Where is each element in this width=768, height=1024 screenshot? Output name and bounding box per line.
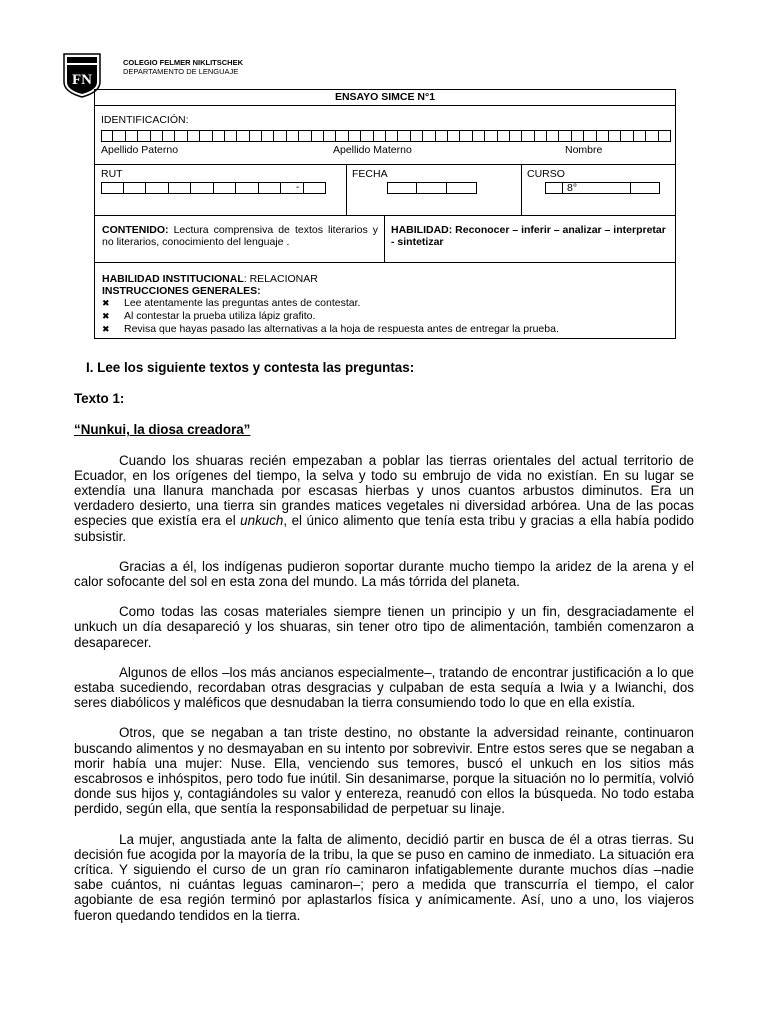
char-box[interactable]	[146, 182, 169, 194]
fecha-label: FECHA	[352, 168, 388, 180]
cross-bullet-icon: ✖	[102, 298, 110, 308]
char-box[interactable]	[436, 130, 448, 142]
instruction-item: ✖ Lee atentamente las preguntas antes de contestar.	[102, 297, 361, 309]
char-box[interactable]	[597, 130, 609, 142]
instructions-block	[102, 273, 559, 336]
char-box[interactable]	[572, 130, 584, 142]
char-box[interactable]	[304, 182, 327, 194]
char-box[interactable]	[213, 130, 225, 142]
char-box[interactable]	[398, 130, 410, 142]
fecha-boxes[interactable]	[387, 182, 477, 194]
char-box[interactable]	[188, 130, 200, 142]
char-box[interactable]	[374, 130, 386, 142]
rut-dash: -	[296, 182, 300, 193]
habilidad-text: HABILIDAD: Reconocer – inferir – analizar – interpretar - sintetizar	[391, 224, 666, 248]
char-box[interactable]	[225, 130, 237, 142]
apellido-materno-label: Apellido Materno	[333, 144, 412, 156]
curso-label: CURSO	[527, 168, 565, 180]
char-box[interactable]	[473, 130, 485, 142]
paragraph-4: Algunos de ellos –los más ancianos especialmente–, tratando de encontrar justificación a lo que estaba sucediendo, recordaban otras desgracias y culpaban de esta sequía a Iwia y a Iwianchi, dos seres diabólicos y maléficos que desnudaban la tierra consumiendo todo lo que en ella existía.	[74, 664, 694, 711]
char-box[interactable]	[237, 130, 249, 142]
char-box[interactable]	[386, 130, 398, 142]
char-box[interactable]	[101, 130, 113, 142]
story-title: “Nunkui, la diosa creadora”	[74, 422, 251, 438]
curso-value: 8°	[567, 182, 578, 194]
exam-title: ENSAYO SIMCE N°1	[95, 90, 675, 106]
paragraph-5: Otros, que se negaban a tan triste destino, no obstante la adversidad reinante, continuaron buscando alimentos y no desmayaban en su intento por sobrevivir. Entre estos seres que se negaban a morir había una mujer: Nuse. Ella, venciendo sus temores, buscó el unkuch en los sitios más escabrosos e inhóspitos, pero todo fue inútil. Sin desanimarse, porque la situación no lo permitía, volvió donde sus hijos y, contagiándoles su valor y entereza, reanudó con ellos la búsqueda. No todo estaba perdido, según ella, que sentía la responsabilidad de perpetuar su linaje.	[74, 725, 694, 817]
char-box[interactable]	[113, 130, 125, 142]
instrucciones-label: INSTRUCCIONES GENERALES:	[102, 285, 261, 297]
char-box[interactable]	[634, 130, 646, 142]
school-header	[123, 58, 243, 76]
name-char-boxes[interactable]	[101, 130, 671, 142]
char-box[interactable]	[646, 130, 658, 142]
char-box[interactable]	[312, 130, 324, 142]
char-box[interactable]	[163, 130, 175, 142]
paragraph-3: Como todas las cosas materiales siempre tienen un principio y un fin, desgraciadamente el unkuch un día desapareció y los shuaras, sin tener otro tipo de alimentación, también comenzaron a desaparecer.	[74, 604, 694, 650]
char-box[interactable]	[200, 130, 212, 142]
char-box[interactable]	[281, 182, 304, 194]
paragraph-6: La mujer, angustiada ante la falta de alimento, decidió partir en busca de él a otras tierras. Su decisión fue acogida por la mayoría de la tribu, la que se puso en camino de inmediato. La situación era crítica. Y siguiendo el curso de un gran río caminaron infatigablemente durante muchos días –nadie sabe cuántos, ni cuántas leguas caminaron–; pero a medida que transcurría el tiempo, el calor agobiante de esa región terminó por aplastarlos física y anímicamente. Así, uno a uno, los viajeros fueron quedando tendidos en la tierra.	[74, 831, 694, 923]
char-box[interactable]	[151, 130, 163, 142]
texto-label: Texto 1:	[74, 391, 125, 407]
char-box[interactable]	[236, 182, 259, 194]
curso-boxes[interactable]	[545, 182, 660, 194]
cross-bullet-icon: ✖	[102, 311, 110, 321]
char-box[interactable]	[349, 130, 361, 142]
char-box[interactable]	[522, 130, 534, 142]
nombre-label: Nombre	[565, 144, 603, 156]
char-box[interactable]	[423, 130, 435, 142]
char-box[interactable]	[498, 130, 510, 142]
section-heading: I. Lee los siguiente textos y contesta las preguntas:	[86, 360, 415, 375]
department-name: DEPARTAMENTO DE LENGUAJE	[123, 67, 239, 76]
habilidad-inst-value: : RELACIONAR	[243, 273, 318, 285]
char-box[interactable]	[262, 130, 274, 142]
contenido-label: CONTENIDO:	[102, 224, 169, 236]
char-box[interactable]	[448, 130, 460, 142]
char-box[interactable]	[510, 130, 522, 142]
identificacion-label: IDENTIFICACIÓN:	[101, 114, 189, 126]
char-box[interactable]	[336, 130, 348, 142]
char-box[interactable]	[485, 130, 497, 142]
instruction-item: ✖ Revisa que hayas pasado las alternativas a la hoja de respuesta antes de entregar la prueba.	[102, 323, 559, 335]
school-name: COLEGIO FELMER NIKLITSCHEK	[123, 58, 243, 67]
char-box[interactable]	[175, 130, 187, 142]
contenido-text: Lectura comprensiva de textos literarios y no literarios, conocimiento del lenguaje .	[102, 224, 378, 248]
char-box[interactable]	[387, 182, 417, 194]
char-box[interactable]	[621, 130, 633, 142]
char-box[interactable]	[631, 182, 660, 194]
char-box[interactable]	[126, 130, 138, 142]
cross-bullet-icon: ✖	[102, 324, 110, 334]
char-box[interactable]	[287, 130, 299, 142]
logo-text: FN	[72, 72, 92, 88]
char-box[interactable]	[361, 130, 373, 142]
char-box[interactable]	[191, 182, 214, 194]
char-box[interactable]	[659, 130, 671, 142]
char-box[interactable]	[138, 130, 150, 142]
char-box[interactable]	[324, 130, 336, 142]
rut-char-boxes[interactable]	[101, 182, 326, 194]
char-box[interactable]	[460, 130, 472, 142]
char-box[interactable]	[535, 130, 547, 142]
char-box[interactable]	[259, 182, 282, 194]
char-box[interactable]	[124, 182, 147, 194]
char-box[interactable]	[169, 182, 192, 194]
char-box[interactable]	[609, 130, 621, 142]
paragraph-2: Gracias a él, los indígenas pudieron soportar durante mucho tiempo la aridez de la arena y el calor sofocante del sol en esta zona del mundo. La más tórrida del planeta.	[74, 558, 694, 590]
rut-label: RUT	[101, 168, 123, 180]
char-box[interactable]	[447, 182, 477, 194]
document-body	[74, 360, 694, 938]
char-box[interactable]	[417, 182, 447, 194]
habilidad-inst-label: HABILIDAD INSTITUCIONAL	[102, 273, 244, 285]
paragraph-1: Cuando los shuaras recién empezaban a poblar las tierras orientales del actual territorio de Ecuador, en los orígenes del tiempo, la selva y todo su embrujo de vida no existían. En su lugar se extendía una llanura manchada por escasas hierbas y unos cuantos arbustos diminutos. Era un verdadero desierto, una tierra sin grandes matices vegetales ni diversidad arbórea. Una de las pocas especies que existía era el unkuch, el único alimento que tenía esta tribu y gracias a ella había podido subsistir.	[74, 452, 694, 544]
char-box[interactable]	[274, 130, 286, 142]
char-box[interactable]	[411, 130, 423, 142]
exam-header-form	[94, 89, 676, 339]
char-box[interactable]	[547, 130, 559, 142]
char-box[interactable]	[214, 182, 237, 194]
apellido-paterno-label: Apellido Paterno	[101, 144, 179, 156]
char-box[interactable]	[250, 130, 262, 142]
char-box[interactable]	[299, 130, 311, 142]
contenido-block	[102, 224, 378, 248]
instruction-item: ✖ Al contestar la prueba utiliza lápiz grafito.	[102, 310, 316, 322]
char-box[interactable]	[584, 130, 596, 142]
char-box[interactable]	[101, 182, 124, 194]
char-box[interactable]	[559, 130, 571, 142]
char-box[interactable]	[545, 182, 563, 194]
